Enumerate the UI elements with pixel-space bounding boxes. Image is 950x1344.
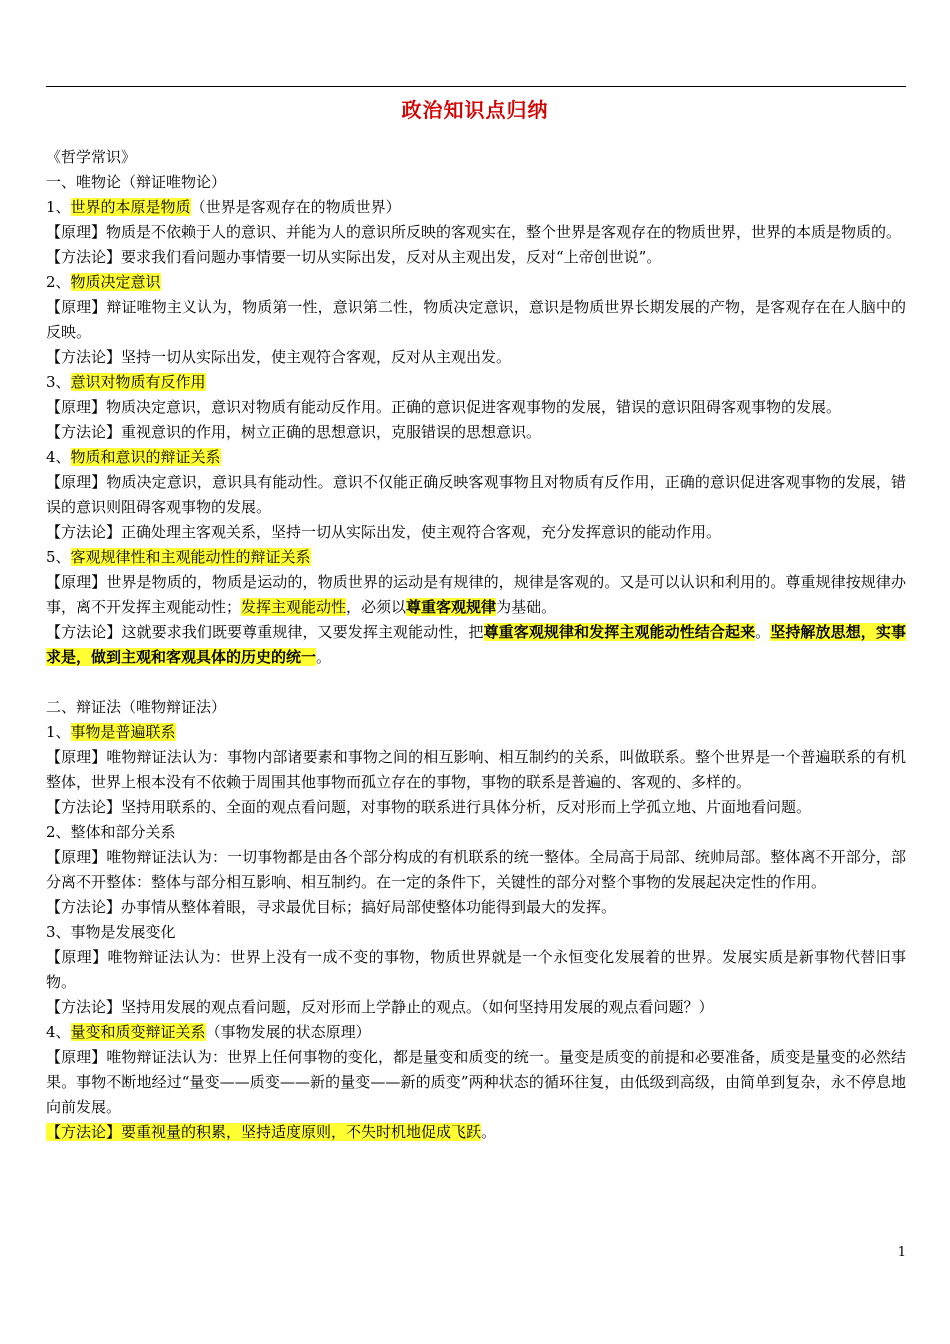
page-number: 1 [897, 1245, 906, 1260]
section-heading-dialectics: 二、辩证法（唯物辩证法） [46, 698, 227, 716]
page-title: 政治知识点归纳 [401, 98, 549, 122]
highlight: 客观规律性和主观能动性的辩证关系 [70, 548, 311, 566]
principle-text: 【原理】唯物辩证法认为：一切事物都是由各个部分构成的有机联系的统一整体。全局高于局部、统帅局部。整体离不开部分，部分离不开整体：整体与部分相互影响、相互制约。在一定的条件下，关键性的部分对整个事物的发展起决定性的作用。 [46, 848, 906, 891]
principle-text: 【原理】唯物辩证法认为：世界上任何事物的变化，都是量变和质变的统一。量变是质变的前提和必要准备，质变是量变的必然结果。事物不断地经过“量变——质变——新的量变——新的质变”两种状态的循环往复，由低级到高级，由简单到复杂，永不停息地向前发展。 [46, 1048, 906, 1116]
section-heading-materialism: 一、唯物论（辩证唯物论） [46, 173, 227, 191]
methodology-text: 【方法论】这就要求我们既要尊重规律，又要发挥主观能动性，把尊重客观规律和发挥主观能动性结合起来。坚持解放思想，实事求是，做到主观和客观具体的历史的统一。 [46, 623, 906, 666]
principle-text: 【原理】物质决定意识，意识对物质有能动反作用。正确的意识促进客观事物的发展，错误的意识阻碍客观事物的发展。 [46, 398, 842, 416]
methodology-text: 【方法论】要重视量的积累，坚持适度原则，不失时机地促成飞跃。 [46, 1123, 497, 1141]
highlight: 物质和意识的辩证关系 [70, 448, 221, 466]
methodology-text: 【方法论】坚持用发展的观点看问题，反对形而上学静止的观点。（如何坚持用发展的观点看问题？） [46, 998, 714, 1016]
methodology-text: 【方法论】办事情从整体着眼，寻求最优目标；搞好局部使整体功能得到最大的发挥。 [46, 898, 617, 916]
methodology-text: 【方法论】要求我们看问题办事情要一切从实际出发，反对从主观出发，反对“上帝创世说”。 [46, 248, 662, 266]
principle-text: 【原理】唯物辩证法认为：世界上没有一成不变的事物，物质世界就是一个永恒变化发展着的世界。发展实质是新事物代替旧事物。 [46, 948, 906, 991]
highlight: 物质决定意识 [70, 273, 161, 291]
principle-text: 【原理】辩证唯物主义认为，物质第一性，意识第二性，物质决定意识，意识是物质世界长期发展的产物，是客观存在在人脑中的反映。 [46, 298, 906, 341]
subsection-heading: 1、世界的本原是物质（世界是客观存在的物质世界） [46, 198, 401, 216]
highlight: 尊重客观规律和发挥主观能动性结合起来 [483, 623, 756, 641]
header-rule [46, 86, 906, 87]
principle-text: 【原理】物质是不依赖于人的意识、并能为人的意识所反映的客观实在，整个世界是客观存在的物质世界，世界的本质是物质的。 [46, 223, 902, 241]
methodology-text: 【方法论】坚持用联系的、全面的观点看问题，对事物的联系进行具体分析，反对形而上学孤立地、片面地看问题。 [46, 798, 812, 816]
methodology-text: 【方法论】重视意识的作用，树立正确的思想意识，克服错误的思想意识。 [46, 423, 542, 441]
subsection-heading: 1、事物是普遍联系 [46, 723, 176, 741]
book-title: 《哲学常识》 [46, 148, 137, 166]
principle-text: 【原理】唯物辩证法认为：事物内部诸要素和事物之间的相互影响、相互制约的关系，叫做联系。整个世界是一个普遍联系的有机整体，世界上根本没有不依赖于周围其他事物而孤立存在的事物，事物的联系是普遍的、客观的、多样的。 [46, 748, 906, 791]
subsection-heading: 4、量变和质变辩证关系（事物发展的状态原理） [46, 1023, 371, 1041]
principle-text: 【原理】世界是物质的，物质是运动的，物质世界的运动是有规律的，规律是客观的。又是可以认识和利用的。尊重规律按规律办事，离不开发挥主观能动性；发挥主观能动性，必须以尊重客观规律为基础。 [46, 573, 906, 616]
subsection-heading: 2、物质决定意识 [46, 273, 161, 291]
highlight: 坚持解放思想，实事求是，做到主观和客观具体的历史的统一 [46, 623, 906, 666]
methodology-text: 【方法论】正确处理主客观关系，坚持一切从实际出发，使主观符合客观，充分发挥意识的能动作用。 [46, 523, 722, 541]
subsection-heading: 5、客观规律性和主观能动性的辩证关系 [46, 548, 311, 566]
highlight: 事物是普遍联系 [70, 723, 176, 741]
highlight: 世界的本原是物质 [70, 198, 191, 216]
principle-text: 【原理】物质决定意识，意识具有能动性。意识不仅能正确反映客观事物且对物质有反作用，正确的意识促进客观事物的发展，错误的意识则阻碍客观事物的发展。 [46, 473, 906, 516]
highlight: 【方法论】要重视量的积累，坚持适度原则，不失时机地促成飞跃 [46, 1123, 482, 1141]
highlight: 意识对物质有反作用 [70, 373, 206, 391]
document-body [46, 145, 906, 1145]
highlight: 发挥主观能动性 [241, 598, 347, 616]
subsection-heading: 4、物质和意识的辩证关系 [46, 448, 221, 466]
subsection-heading: 3、意识对物质有反作用 [46, 373, 206, 391]
highlight: 尊重客观规律 [406, 598, 497, 616]
methodology-text: 【方法论】坚持一切从实际出发，使主观符合客观，反对从主观出发。 [46, 348, 512, 366]
spacer [46, 670, 906, 695]
subsection-heading: 2、整体和部分关系 [46, 823, 176, 841]
subsection-heading: 3、事物是发展变化 [46, 923, 176, 941]
highlight: 量变和质变辩证关系 [70, 1023, 206, 1041]
